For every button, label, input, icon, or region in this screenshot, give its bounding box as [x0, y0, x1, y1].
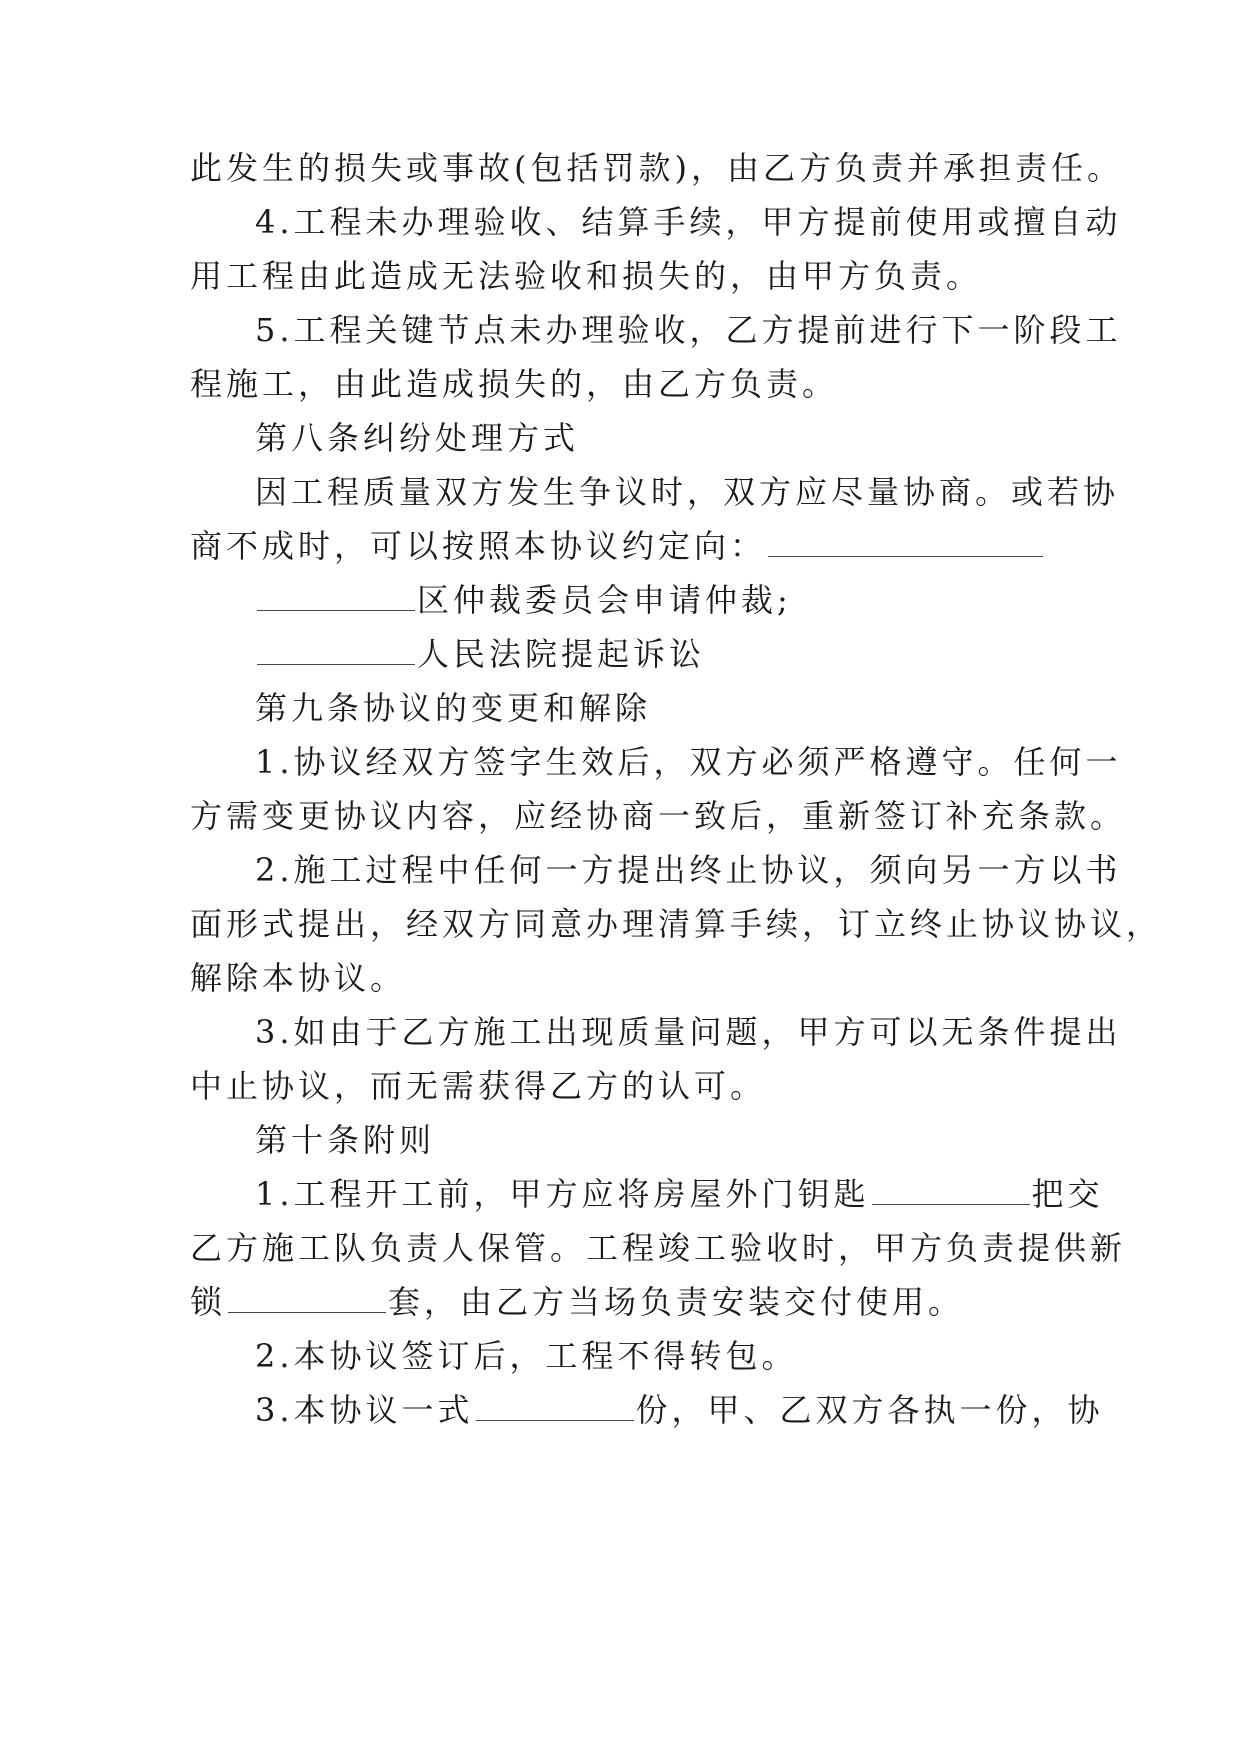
paragraph-line [255, 1390, 1125, 1430]
paragraph-line: 因工程质量双方发生争议时，双方应尽量协商。或若协 [255, 473, 1120, 511]
fill-in-blank[interactable] [228, 1290, 386, 1313]
paragraph-line: 2.本协议签订后，工程不得转包。 [255, 1337, 798, 1375]
paragraph-line: 方需变更协议内容，应经协商一致后，重新签订补充条款。 [190, 797, 1127, 835]
paragraph-line [255, 634, 1125, 674]
line-text: 锁 [190, 1283, 227, 1321]
paragraph-line: 程施工，由此造成损失的，由乙方负责。 [190, 365, 839, 403]
section-heading: 第十条附则 [255, 1121, 436, 1159]
paragraph-line: 5.工程关键节点未办理验收，乙方提前进行下一阶段工 [255, 311, 1122, 349]
fill-in-blank[interactable] [257, 588, 415, 611]
line-text: 份，甲、乙双方各执一份，协 [635, 1391, 1104, 1429]
line-text: 把交 [1031, 1175, 1104, 1213]
paragraph-line [255, 1174, 1125, 1214]
paragraph-line [255, 580, 1125, 620]
paragraph-line: 中止协议，而无需获得乙方的认可。 [190, 1067, 767, 1105]
paragraph-line: 此发生的损失或事故(包括罚款)，由乙方负责并承担责任。 [190, 149, 1123, 187]
line-text: 套，由乙方当场负责安装交付使用。 [388, 1283, 965, 1321]
line-text: 3.本协议一式 [255, 1391, 474, 1429]
line-text: 1.工程开工前，甲方应将房屋外门钥匙 [255, 1175, 870, 1213]
paragraph-line: 2.施工过程中任何一方提出终止协议，须向另一方以书 [255, 851, 1122, 889]
line-text: 商不成时，可以按照本协议约定向： [190, 527, 767, 565]
fill-in-blank[interactable] [872, 1182, 1030, 1205]
section-heading: 第八条纠纷处理方式 [255, 419, 580, 457]
line-text: 人民法院提起诉讼 [417, 635, 706, 673]
paragraph-line: 4.工程未办理验收、结算手续，甲方提前使用或擅自动 [255, 203, 1122, 241]
paragraph-line: 面形式提出，经双方同意办理清算手续，订立终止协议协议， [190, 905, 1163, 943]
fill-in-blank[interactable] [768, 534, 1043, 557]
section-heading: 第九条协议的变更和解除 [255, 689, 652, 727]
line-text: 区仲裁委员会申请仲裁; [417, 581, 792, 619]
paragraph-line [190, 526, 1060, 566]
paragraph-line: 3.如由于乙方施工出现质量问题，甲方可以无条件提出 [255, 1013, 1122, 1051]
fill-in-blank[interactable] [476, 1398, 634, 1421]
fill-in-blank[interactable] [257, 642, 415, 665]
paragraph-line: 用工程由此造成无法验收和损失的，由甲方负责。 [190, 257, 983, 295]
paragraph-line: 1.协议经双方签字生效后，双方必须严格遵守。任何一 [255, 743, 1122, 781]
paragraph-line: 解除本协议。 [190, 959, 407, 997]
paragraph-line: 乙方施工队负责人保管。工程竣工验收时，甲方负责提供新 [190, 1229, 1127, 1267]
paragraph-line [190, 1282, 1060, 1322]
